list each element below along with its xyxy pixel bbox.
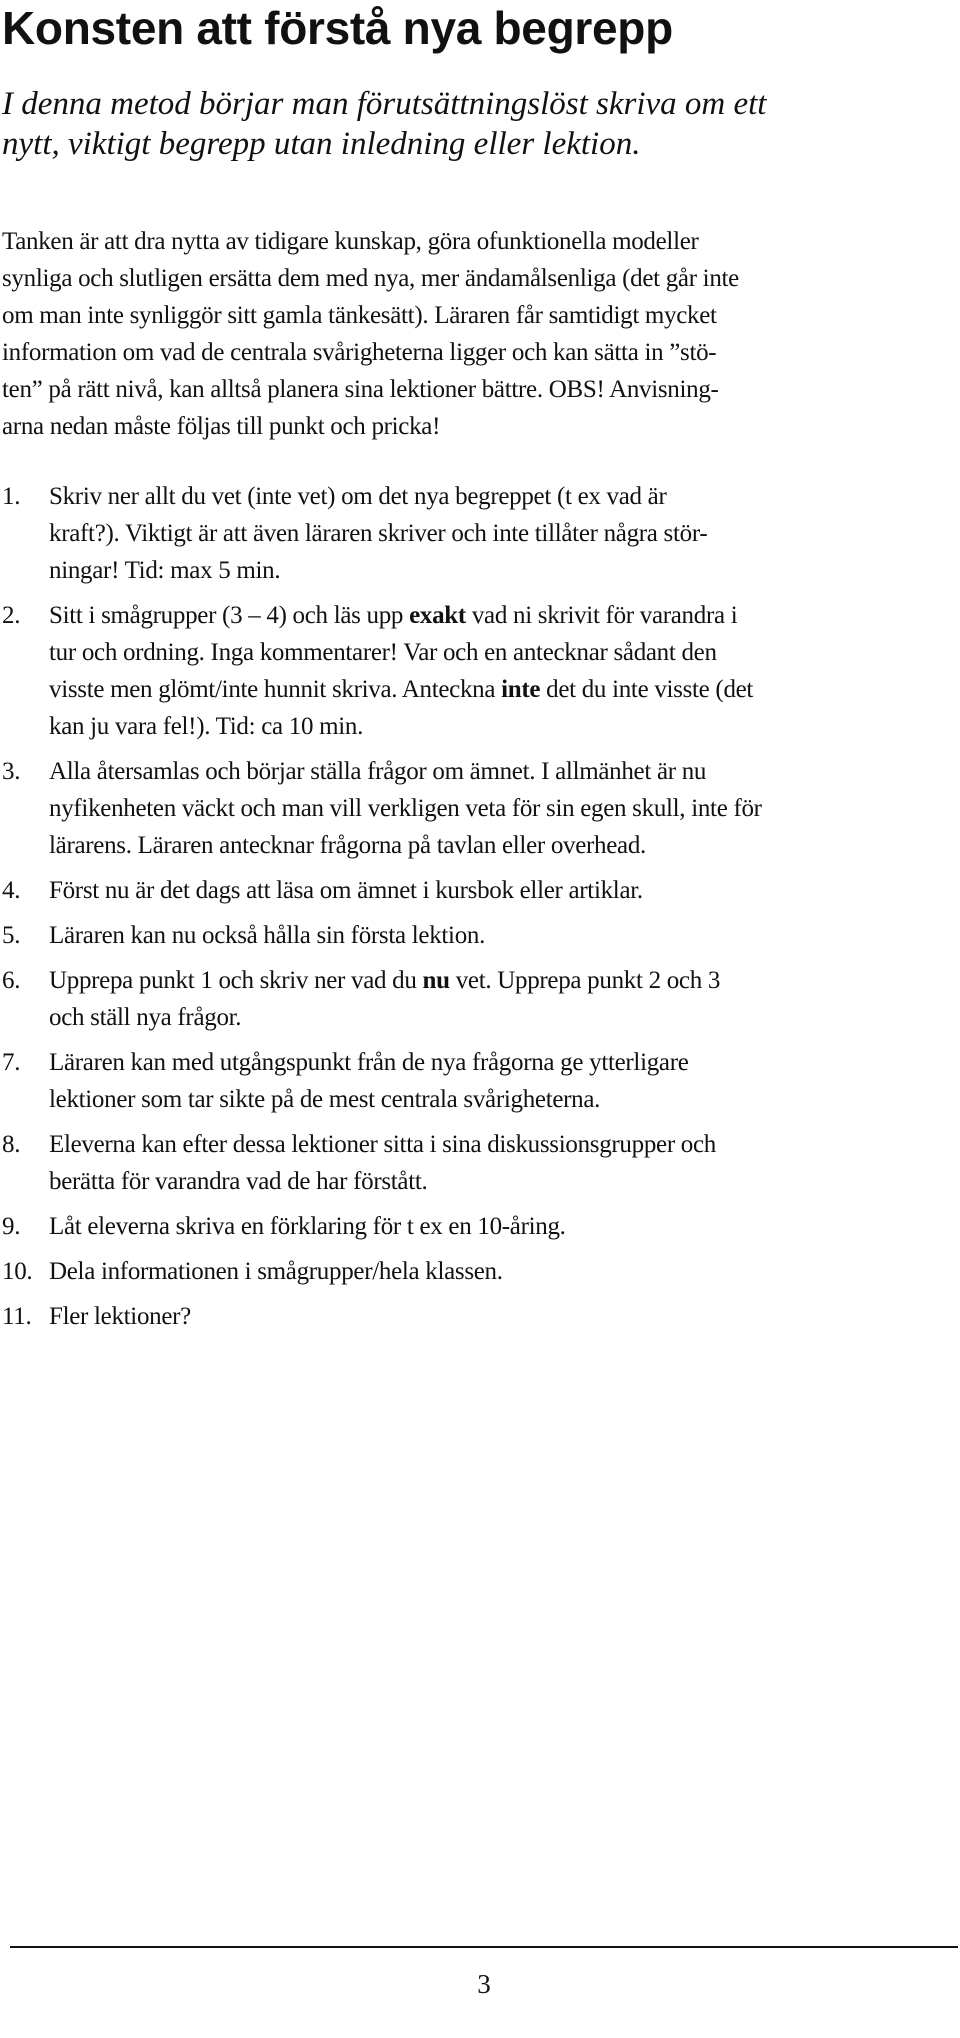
body-line: om man inte synliggör sitt gamla tänkesätt). Läraren får samtidigt mycket: [2, 302, 717, 329]
step-line: kan ju vara fel!). Tid: ca 10 min.: [49, 713, 364, 740]
step-item-10: [2, 1253, 952, 1290]
step-line: och ställ nya frågor.: [49, 1004, 242, 1031]
step-item-9: [2, 1208, 952, 1245]
step-line: ningar! Tid: max 5 min.: [49, 557, 281, 584]
step-item-5: [2, 917, 952, 954]
step-text: det du inte visste (det: [540, 676, 754, 703]
step-line: [49, 671, 952, 708]
step-line: Alla återsamlas och börjar ställa frågor om ämnet. I allmänhet är nu: [49, 758, 707, 785]
step-item-8: [2, 1126, 952, 1200]
step-line: kraft?). Viktigt är att även läraren skriver och inte tillåter några stör-: [49, 520, 708, 547]
step-number: 4.: [2, 877, 21, 904]
lead-paragraph: [2, 84, 952, 164]
body-line: arna nedan måste följas till punkt och pricka!: [2, 413, 441, 440]
step-text: visste men glömt/inte hunnit skriva. Anteckna: [49, 676, 502, 703]
step-line: [49, 597, 952, 634]
step-item-7: [2, 1044, 952, 1118]
step-item-1: [2, 478, 952, 589]
step-number: 8.: [2, 1131, 21, 1158]
step-line: Låt eleverna skriva en förklaring för t ex en 10-åring.: [49, 1213, 566, 1240]
lead-line: I denna metod börjar man förutsättningslöst skriva om ett: [2, 86, 767, 122]
lead-line: nytt, viktigt begrepp utan inledning eller lektion.: [2, 126, 641, 162]
page-number: 3: [477, 1969, 491, 1999]
step-number: 7.: [2, 1049, 21, 1076]
step-text: Sitt i smågrupper (3 – 4) och läs upp: [49, 602, 410, 629]
step-text: vad ni skrivit för varandra i: [465, 602, 738, 629]
step-item-6: [2, 962, 952, 1036]
step-number: 1.: [2, 483, 21, 510]
footer-divider: [10, 1946, 958, 1948]
step-number: 6.: [2, 967, 21, 994]
step-item-2: [2, 597, 952, 745]
step-number: 2.: [2, 602, 21, 629]
step-line: [49, 962, 952, 999]
step-line: lektioner som tar sikte på de mest centrala svårigheterna.: [49, 1086, 601, 1113]
step-text: Upprepa punkt 1 och skriv ner vad du: [49, 967, 423, 994]
step-line: berätta för varandra vad de har förstått.: [49, 1168, 428, 1195]
step-line: tur och ordning. Inga kommentarer! Var och en antecknar sådant den: [49, 639, 717, 666]
step-line: lärarens. Läraren antecknar frågorna på tavlan eller overhead.: [49, 832, 647, 859]
step-line: Läraren kan nu också hålla sin första lektion.: [49, 922, 486, 949]
steps-list: [2, 478, 952, 1343]
step-line: Läraren kan med utgångspunkt från de nya frågorna ge ytterligare: [49, 1049, 689, 1076]
step-line: Dela informationen i smågrupper/hela klassen.: [49, 1258, 503, 1285]
step-emphasis: nu: [422, 967, 450, 994]
step-number: 11.: [2, 1303, 32, 1330]
body-line: Tanken är att dra nytta av tidigare kunskap, göra ofunktionella modeller: [2, 228, 699, 255]
step-item-11: [2, 1298, 952, 1335]
step-line: Fler lektioner?: [49, 1303, 191, 1330]
step-line: Eleverna kan efter dessa lektioner sitta i sina diskussionsgrupper och: [49, 1131, 717, 1158]
step-number: 3.: [2, 758, 21, 785]
body-line: synliga och slutligen ersätta dem med nya, mer ändamålsenliga (det går inte: [2, 265, 739, 292]
body-line: ten” på rätt nivå, kan alltså planera sina lektioner bättre. OBS! Anvisning-: [2, 376, 719, 403]
step-item-4: [2, 872, 952, 909]
step-number: 10.: [2, 1258, 33, 1285]
page-title: Konsten att förstå nya begrepp: [2, 2, 673, 54]
step-item-3: [2, 753, 952, 864]
body-paragraph: [2, 223, 739, 445]
step-line: nyfikenheten väckt och man vill verkligen veta för sin egen skull, inte för: [49, 795, 762, 822]
step-emphasis: inte: [501, 676, 541, 703]
step-number: 5.: [2, 922, 21, 949]
step-line: Skriv ner allt du vet (inte vet) om det nya begreppet (t ex vad är: [49, 483, 667, 510]
step-line: Först nu är det dags att läsa om ämnet i kursbok eller artiklar.: [49, 877, 643, 904]
step-text: vet. Upprepa punkt 2 och 3: [449, 967, 721, 994]
step-emphasis: exakt: [409, 602, 466, 629]
step-number: 9.: [2, 1213, 21, 1240]
body-line: information om vad de centrala svårigheterna ligger och kan sätta in ”stö-: [2, 339, 717, 366]
